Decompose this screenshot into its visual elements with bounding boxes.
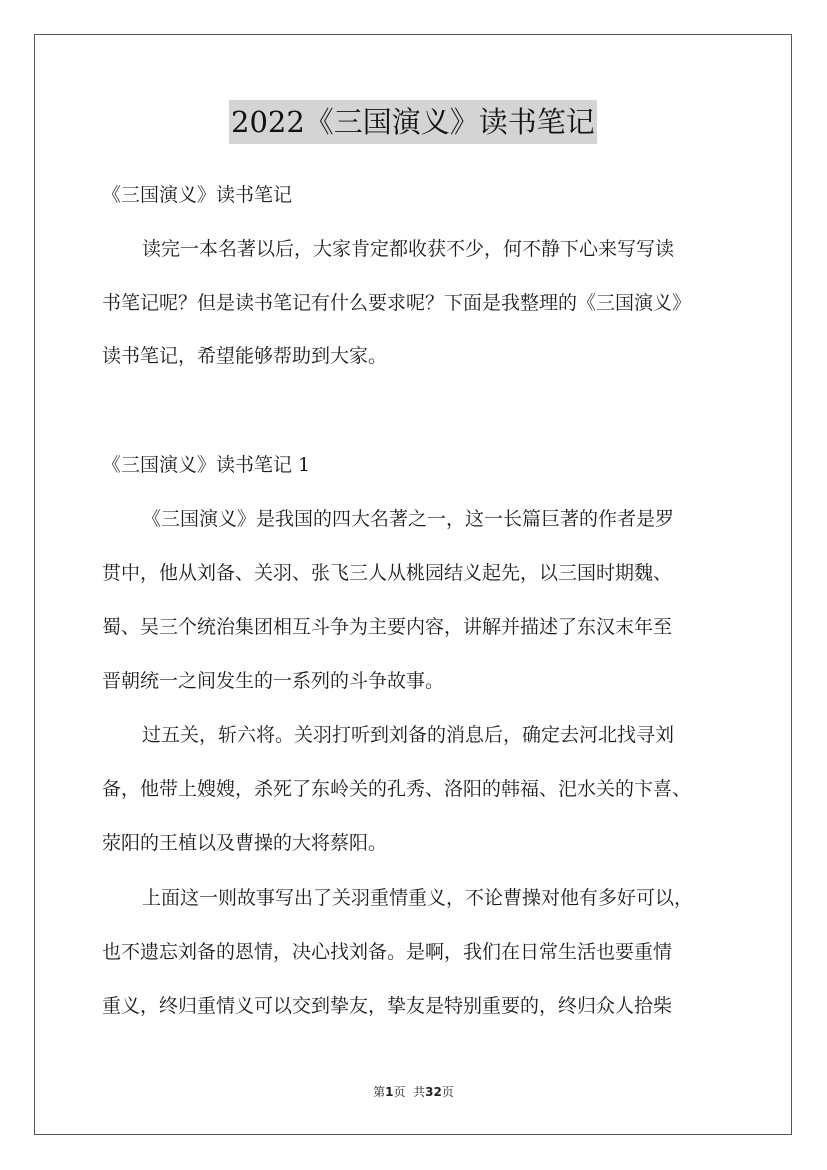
paragraph2-line-1: 过五关，斩六将。关羽打听到刘备的消息后，确定去河北找寻刘: [142, 724, 675, 746]
subheading: 《三国演义》读书笔记 1: [102, 454, 311, 476]
footer-total-pages: 32: [425, 1085, 442, 1099]
section-heading: 《三国演义》读书笔记: [102, 184, 293, 206]
paragraph1-line-2: 贯中，他从刘备、关羽、张飞三人从桃园结义起先，以三国时期魏、: [102, 562, 673, 584]
footer-prefix: 第: [373, 1085, 386, 1099]
intro-line-2: 书笔记呢？但是读书笔记有什么要求呢？下面是我整理的《三国演义》: [102, 292, 692, 314]
paragraph1-line-1: 《三国演义》是我国的四大名著之一，这一长篇巨著的作者是罗: [142, 508, 675, 530]
footer-page-suffix: 页: [393, 1085, 406, 1099]
intro-line-3: 读书笔记，希望能够帮助到大家。: [102, 345, 388, 367]
paragraph2-line-3: 荥阳的王植以及曹操的大将蔡阳。: [102, 832, 388, 854]
document-title: 2022《三国演义》读书笔记: [229, 100, 597, 144]
page-footer: [0, 1083, 827, 1100]
footer-total-suffix: 页: [441, 1085, 454, 1099]
intro-line-1: 读完一本名著以后，大家肯定都收获不少，何不静下心来写写读: [142, 238, 675, 260]
footer-total-prefix: 共: [413, 1085, 426, 1099]
paragraph1-line-3: 蜀、吴三个统治集团相互斗争为主要内容，讲解并描述了东汉末年至: [102, 616, 673, 638]
paragraph1-line-4: 晋朝统一之间发生的一系列的斗争故事。: [102, 670, 445, 692]
paragraph2-line-2: 备，他带上嫂嫂，杀死了东岭关的孔秀、洛阳的韩福、汜水关的卞喜、: [102, 778, 692, 800]
paragraph3-line-2: 也不遗忘刘备的恩情，决心找刘备。是啊，我们在日常生活也要重情: [102, 941, 673, 963]
paragraph3-line-3: 重义，终归重情义可以交到挚友，挚友是特别重要的，终归众人拾柴: [102, 995, 673, 1017]
footer-current-page: 1: [385, 1085, 394, 1099]
paragraph3-line-1: 上面这一则故事写出了关羽重情重义，不论曹操对他有多好可以，: [142, 887, 694, 909]
